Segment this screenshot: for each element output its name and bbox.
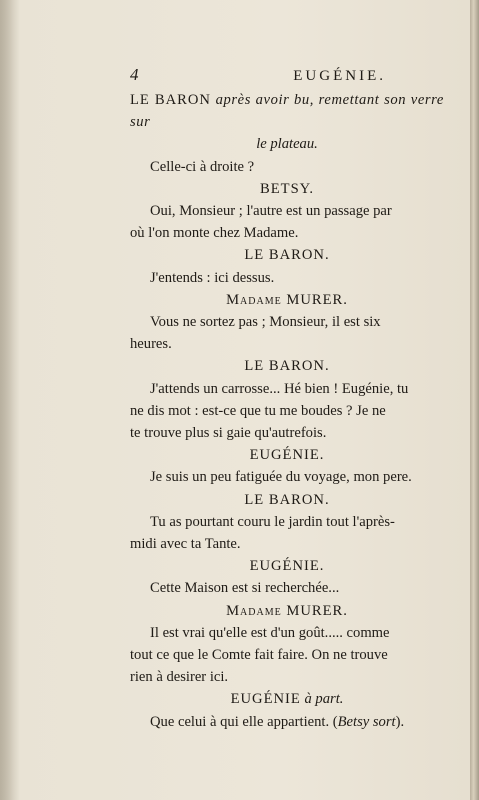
dialogue-continuation: rien à desirer ici. [130, 669, 229, 686]
speaker-heading: LE BARON. [244, 358, 330, 375]
speaker-heading: Madame MURER. [226, 291, 348, 308]
dialogue-line: J'entends : ici dessus. [150, 269, 275, 286]
speaker-stage-line [130, 89, 444, 133]
speaker-heading: EUGÉNIE. [249, 447, 325, 464]
page-content [130, 64, 444, 733]
speaker-label: EUGÉNIE [230, 691, 301, 708]
page-number: 4 [130, 65, 139, 84]
speaker-heading: Madame MURER. [226, 602, 348, 619]
stage-direction-continuation: le plateau. [256, 136, 318, 153]
dialogue-continuation: ne dis mot : est-ce que tu me boudes ? Je ne [130, 402, 386, 419]
dialogue-continuation: tout ce que le Comte fait faire. On ne trouve [130, 647, 388, 664]
speaker-label: LE BARON [130, 92, 211, 108]
dialogue-line: J'attends un carrosse... Hé bien ! Eugénie, tu [150, 380, 409, 397]
page-header [130, 64, 444, 86]
dialogue-continuation: où l'on monte chez Madame. [130, 225, 299, 242]
dialogue-line: Oui, Monsieur ; l'autre est un passage par [150, 203, 392, 220]
speaker-heading: LE BARON. [244, 247, 330, 264]
speaker-heading-inline-stage [130, 688, 444, 710]
dialogue-line-with-stage [130, 711, 444, 733]
dialogue-continuation: heures. [130, 336, 172, 353]
speaker-heading: BETSY. [260, 180, 314, 197]
inner-margin-shadow [0, 0, 20, 800]
dialogue-continuation: midi avec ta Tante. [130, 536, 241, 553]
speaker-heading: LE BARON. [244, 491, 330, 508]
stage-direction: Betsy sort [337, 713, 396, 730]
dialogue-text: Que celui à qui elle appartient. ( [150, 713, 338, 730]
dialogue-line: Cette Maison est si recherchée... [150, 580, 340, 597]
dialogue-line: Je suis un peu fatiguée du voyage, mon pere. [150, 469, 412, 486]
running-head: EUGÉNIE. [293, 68, 386, 84]
dialogue-line: Il est vrai qu'elle est d'un goût..... comme [150, 624, 390, 641]
dialogue-continuation: te trouve plus si gaie qu'autrefois. [130, 425, 327, 442]
speaker-heading: EUGÉNIE. [249, 558, 325, 575]
dialogue-tail: ). [395, 713, 405, 730]
page-edge [470, 0, 479, 800]
dialogue-line: Vous ne sortez pas ; Monsieur, il est six [150, 314, 381, 331]
dialogue-line: Tu as pourtant couru le jardin tout l'après- [150, 513, 395, 530]
stage-direction: à part. [304, 691, 344, 708]
stage-direction: après avoir bu, remettant son verre sur [130, 92, 445, 131]
dialogue-line: Celle-ci à droite ? [150, 158, 255, 175]
